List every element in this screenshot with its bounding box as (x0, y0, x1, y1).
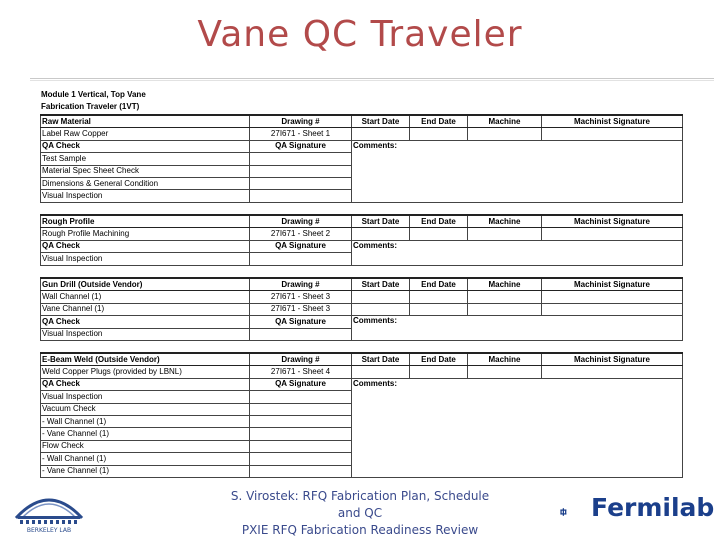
qa-item: Visual Inspection (41, 190, 250, 202)
section-name: Gun Drill (Outside Vendor) (41, 278, 250, 291)
section-table-e-beam-weld (40, 352, 683, 478)
col-machine: Machine (468, 278, 542, 291)
qa-item: - Wall Channel (1) (41, 453, 250, 465)
step-label: Rough Profile Machining (41, 228, 250, 240)
comments-cell[interactable]: Comments: (352, 316, 683, 341)
qa-sign-cell[interactable] (250, 177, 352, 189)
end-date-cell[interactable] (410, 128, 468, 140)
qa-sign-cell[interactable] (250, 391, 352, 403)
qa-row (41, 316, 683, 328)
machine-cell[interactable] (468, 128, 542, 140)
qa-item: - Vane Channel (1) (41, 465, 250, 477)
end-date-cell[interactable] (410, 291, 468, 303)
qa-signature-label: QA Signature (250, 240, 352, 252)
qa-item: - Vane Channel (1) (41, 428, 250, 440)
start-date-cell[interactable] (352, 128, 410, 140)
col-machinist-signature: Machinist Signature (542, 215, 683, 228)
col-start-date: Start Date (352, 115, 410, 128)
col-drawing: Drawing # (250, 115, 352, 128)
comments-cell[interactable]: Comments: (352, 140, 683, 202)
qa-signature-label: QA Signature (250, 140, 352, 152)
footer-caption (200, 488, 520, 539)
end-date-cell[interactable] (410, 366, 468, 378)
col-drawing: Drawing # (250, 353, 352, 366)
col-machine: Machine (468, 115, 542, 128)
qa-item: Flow Check (41, 440, 250, 452)
step-label: Label Raw Copper (41, 128, 250, 140)
qa-check-label: QA Check (41, 140, 250, 152)
machine-cell[interactable] (468, 291, 542, 303)
qa-row (41, 378, 683, 390)
qa-sign-cell[interactable] (250, 190, 352, 202)
berkeley-lab-logo-text: BERKELEY LAB (26, 527, 72, 534)
col-start-date: Start Date (352, 353, 410, 366)
qa-item: Dimensions & General Condition (41, 177, 250, 189)
step-row (41, 128, 683, 140)
machine-cell[interactable] (468, 366, 542, 378)
start-date-cell[interactable] (352, 303, 410, 315)
machine-cell[interactable] (468, 303, 542, 315)
qa-sign-cell[interactable] (250, 253, 352, 265)
step-drawing: 27I671 - Sheet 3 (250, 291, 352, 303)
step-row (41, 228, 683, 240)
section-header-row (41, 215, 683, 228)
traveler-heading-line2: Fabrication Traveler (1VT) (41, 102, 140, 111)
qa-sign-cell[interactable] (250, 165, 352, 177)
qa-sign-cell[interactable] (250, 403, 352, 415)
col-drawing: Drawing # (250, 215, 352, 228)
step-row (41, 303, 683, 315)
comments-cell[interactable]: Comments: (352, 240, 683, 265)
qa-item: Visual Inspection (41, 253, 250, 265)
qa-item: Visual Inspection (41, 328, 250, 340)
qa-sign-cell[interactable] (250, 440, 352, 452)
col-end-date: End Date (410, 353, 468, 366)
step-label: Vane Channel (1) (41, 303, 250, 315)
qa-sign-cell[interactable] (250, 428, 352, 440)
col-machine: Machine (468, 353, 542, 366)
col-machinist-signature: Machinist Signature (542, 115, 683, 128)
start-date-cell[interactable] (352, 366, 410, 378)
signature-cell[interactable] (542, 303, 683, 315)
step-row (41, 366, 683, 378)
qa-sign-cell[interactable] (250, 328, 352, 340)
title-divider (30, 78, 714, 79)
fermilab-logo-text: Fermilab (591, 493, 715, 522)
qa-sign-cell[interactable] (250, 453, 352, 465)
qa-item: Test Sample (41, 153, 250, 165)
col-drawing: Drawing # (250, 278, 352, 291)
step-drawing: 27I671 - Sheet 1 (250, 128, 352, 140)
step-label: Weld Copper Plugs (provided by LBNL) (41, 366, 250, 378)
col-end-date: End Date (410, 278, 468, 291)
qa-item: Visual Inspection (41, 391, 250, 403)
section-table-gun-drill (40, 277, 683, 341)
signature-cell[interactable] (542, 128, 683, 140)
start-date-cell[interactable] (352, 228, 410, 240)
step-label: Wall Channel (1) (41, 291, 250, 303)
qa-sign-cell[interactable] (250, 465, 352, 477)
qa-check-label: QA Check (41, 240, 250, 252)
section-table-raw-material (40, 114, 683, 203)
col-end-date: End Date (410, 215, 468, 228)
signature-cell[interactable] (542, 366, 683, 378)
qa-item: - Wall Channel (1) (41, 415, 250, 427)
signature-cell[interactable] (542, 228, 683, 240)
col-end-date: End Date (410, 115, 468, 128)
title-divider-shadow (30, 80, 714, 81)
berkeley-lab-logo (8, 482, 90, 534)
col-start-date: Start Date (352, 278, 410, 291)
qa-item: Vacuum Check (41, 403, 250, 415)
section-name: Raw Material (41, 115, 250, 128)
step-drawing: 27I671 - Sheet 2 (250, 228, 352, 240)
end-date-cell[interactable] (410, 303, 468, 315)
page-title: Vane QC Traveler (197, 14, 523, 55)
end-date-cell[interactable] (410, 228, 468, 240)
col-machine: Machine (468, 215, 542, 228)
section-header-row (41, 353, 683, 366)
qa-check-label: QA Check (41, 316, 250, 328)
col-machinist-signature: Machinist Signature (542, 278, 683, 291)
start-date-cell[interactable] (352, 291, 410, 303)
section-header-row (41, 115, 683, 128)
signature-cell[interactable] (542, 291, 683, 303)
qa-item: Material Spec Sheet Check (41, 165, 250, 177)
machine-cell[interactable] (468, 228, 542, 240)
footer-line1: S. Virostek: RFQ Fabrication Plan, Schedule (230, 489, 490, 503)
step-row (41, 291, 683, 303)
qa-signature-label: QA Signature (250, 316, 352, 328)
qa-sign-cell[interactable] (250, 153, 352, 165)
comments-cell[interactable]: Comments: (352, 378, 683, 477)
col-start-date: Start Date (352, 215, 410, 228)
qa-row (41, 240, 683, 252)
section-header-row (41, 278, 683, 291)
section-table-rough-profile (40, 214, 683, 266)
traveler-heading-line1: Module 1 Vertical, Top Vane (41, 90, 146, 99)
qa-row (41, 140, 683, 152)
footer-line2: and QC (337, 506, 383, 520)
step-drawing: 27I671 - Sheet 3 (250, 303, 352, 315)
col-machinist-signature: Machinist Signature (542, 353, 683, 366)
qa-signature-label: QA Signature (250, 378, 352, 390)
step-drawing: 27I671 - Sheet 4 (250, 366, 352, 378)
qa-check-label: QA Check (41, 378, 250, 390)
qa-sign-cell[interactable] (250, 415, 352, 427)
section-name: Rough Profile (41, 215, 250, 228)
fermilab-logo-icon (560, 492, 592, 532)
footer-line3: PXIE RFQ Fabrication Readiness Review (241, 523, 479, 537)
section-name: E-Beam Weld (Outside Vendor) (41, 353, 250, 366)
